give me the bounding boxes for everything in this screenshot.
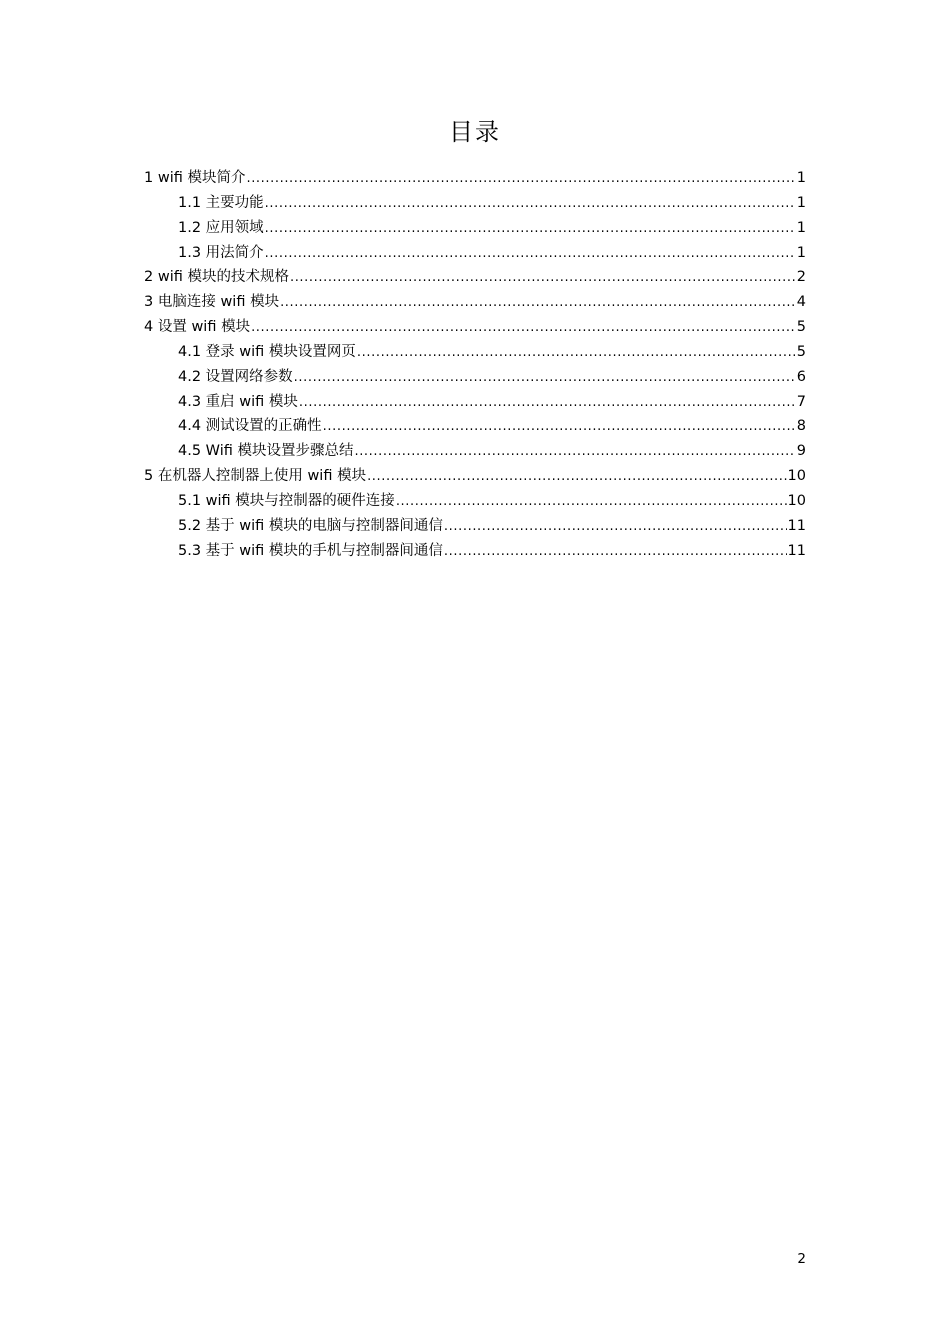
toc-entry[interactable] — [144, 340, 806, 365]
toc-entry-title: 4 设置 wifi 模块 — [144, 319, 251, 336]
toc-dot-leader — [290, 266, 796, 291]
toc-entry-title: 4.3 重启 wifi 模块 — [178, 393, 298, 410]
toc-dot-leader — [357, 341, 796, 366]
toc-entry[interactable] — [144, 315, 806, 340]
toc-entry-page: 4 — [796, 294, 806, 311]
toc-entry[interactable] — [144, 191, 806, 216]
toc-entry-title: 4.2 设置网络参数 — [178, 368, 293, 385]
toc-entry-title: 1 wifi 模块简介 — [144, 170, 246, 186]
toc-entry-page: 5 — [796, 319, 806, 336]
toc-entry-title: 4.4 测试设置的正确性 — [178, 418, 322, 435]
toc-entry-title: 5.1 wifi 模块与控制器的硬件连接 — [178, 492, 395, 509]
toc-entry-page: 1 — [796, 194, 806, 211]
toc-dot-leader — [444, 515, 787, 540]
page-title: 目录 — [449, 118, 501, 146]
toc-dot-leader — [299, 391, 796, 416]
toc-entry[interactable] — [144, 265, 806, 290]
toc-entry-title: 5.3 基于 wifi 模块的手机与控制器间通信 — [178, 542, 443, 559]
toc-entry-page: 2 — [796, 269, 806, 286]
toc-entry-title: 4.1 登录 wifi 模块设置网页 — [178, 343, 356, 360]
toc-entry[interactable] — [144, 514, 806, 539]
toc-entry[interactable] — [144, 216, 806, 241]
toc-entry-title: 5 在机器人控制器上使用 wifi 模块 — [144, 468, 367, 485]
toc-dot-leader — [444, 540, 787, 565]
toc-dot-leader — [294, 366, 796, 391]
toc-entry[interactable] — [144, 166, 806, 191]
toc-dot-leader — [323, 415, 796, 440]
toc-entry[interactable] — [144, 489, 806, 514]
toc-entry[interactable] — [144, 241, 806, 266]
toc-entry-title: 5.2 基于 wifi 模块的电脑与控制器间通信 — [178, 517, 443, 534]
toc-dot-leader — [246, 167, 795, 192]
toc-entry-title: 3 电脑连接 wifi 模块 — [144, 294, 280, 311]
toc-entry-title: 1.1 主要功能 — [178, 194, 264, 211]
table-of-contents — [144, 166, 806, 564]
toc-entry-page: 5 — [796, 343, 806, 360]
toc-dot-leader — [280, 291, 796, 316]
toc-entry-page: 10 — [787, 468, 806, 485]
toc-entry-title: 1.2 应用领域 — [178, 219, 264, 236]
toc-dot-leader — [354, 440, 795, 465]
toc-entry[interactable] — [144, 290, 806, 315]
toc-entry-title: 1.3 用法简介 — [178, 244, 264, 261]
toc-entry-page: 11 — [787, 517, 806, 534]
toc-entry-page: 7 — [796, 393, 806, 410]
toc-entry-page: 1 — [796, 219, 806, 236]
toc-dot-leader — [396, 490, 787, 515]
toc-dot-leader — [265, 192, 796, 217]
toc-dot-leader — [265, 242, 796, 267]
toc-entry-page: 6 — [796, 368, 806, 385]
toc-entry[interactable] — [144, 390, 806, 415]
toc-dot-leader — [251, 316, 796, 341]
toc-entry-page: 1 — [796, 244, 806, 261]
toc-entry-page: 1 — [796, 170, 806, 186]
toc-dot-leader — [265, 217, 796, 242]
page-number: 2 — [797, 1251, 806, 1267]
toc-entry-title: 2 wifi 模块的技术规格 — [144, 269, 289, 286]
toc-entry[interactable] — [144, 539, 806, 564]
toc-entry[interactable] — [144, 464, 806, 489]
toc-entry-title: 4.5 Wifi 模块设置步骤总结 — [178, 443, 354, 460]
toc-entry[interactable] — [144, 439, 806, 464]
toc-entry-page: 10 — [787, 492, 806, 509]
toc-entry-page: 11 — [787, 542, 806, 559]
toc-entry-page: 9 — [796, 443, 806, 460]
toc-entry[interactable] — [144, 365, 806, 390]
toc-dot-leader — [367, 465, 786, 490]
toc-entry-page: 8 — [796, 418, 806, 435]
toc-entry[interactable] — [144, 414, 806, 439]
